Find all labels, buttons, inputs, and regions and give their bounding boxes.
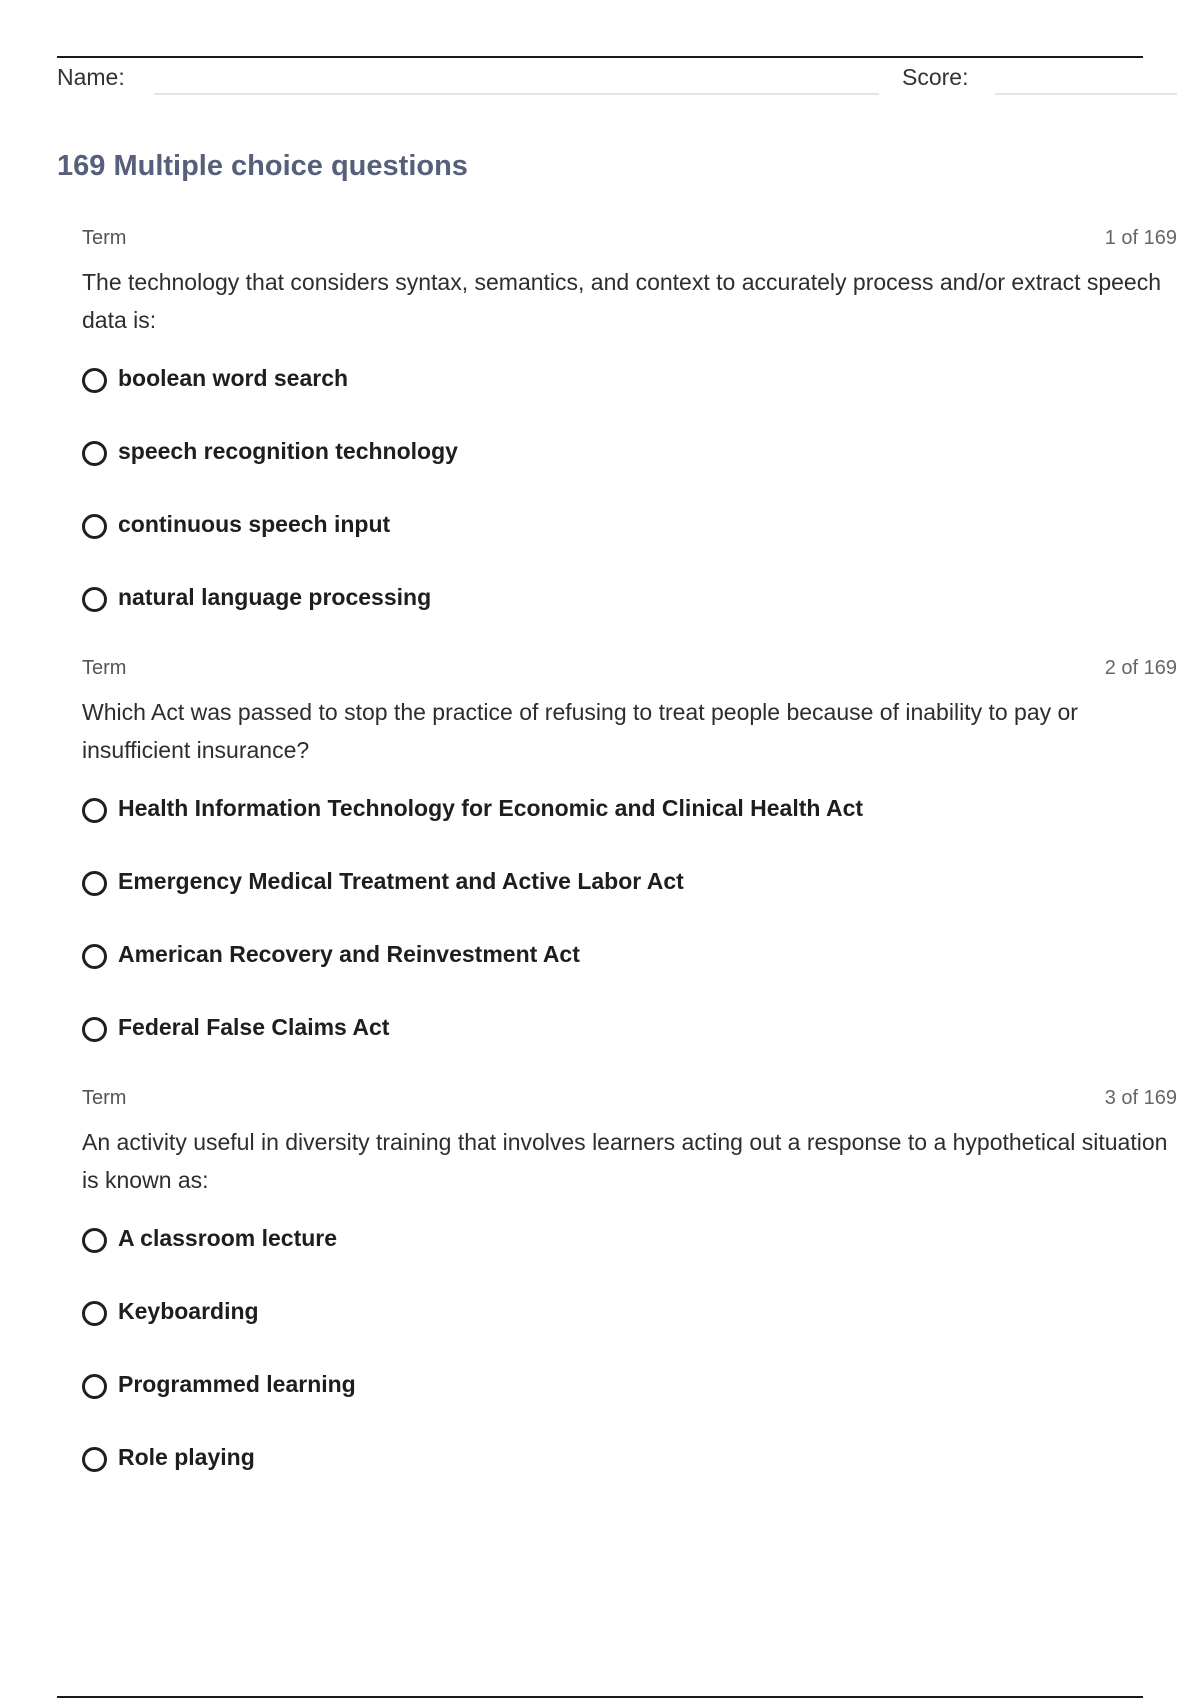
- name-label: Name:: [57, 64, 125, 90]
- radio-button[interactable]: [82, 871, 107, 896]
- answer-option[interactable]: [82, 795, 1177, 868]
- answer-option-label: natural language processing: [118, 584, 432, 610]
- question-type-label: Term: [82, 1087, 127, 1109]
- answer-option-label: Role playing: [118, 1444, 255, 1470]
- radio-button[interactable]: [82, 798, 107, 823]
- answer-option-label: boolean word search: [118, 365, 349, 391]
- question-text: Which Act was passed to stop the practice of refusing to treat people because of inability to pay or insufficient insurance?: [82, 699, 1078, 763]
- answer-options: [82, 1225, 1177, 1517]
- answer-options: [82, 795, 1177, 1087]
- score-field[interactable]: [995, 93, 1177, 95]
- answer-option-label: Emergency Medical Treatment and Active Labor Act: [118, 868, 684, 894]
- answer-option-label: Health Information Technology for Economic and Clinical Health Act: [118, 795, 864, 821]
- radio-button[interactable]: [82, 368, 107, 393]
- question-counter: 1 of 169: [1104, 227, 1177, 249]
- question-text: The technology that considers syntax, semantics, and context to accurately process and/or extract speech data is:: [82, 269, 1162, 333]
- answer-option-label: American Recovery and Reinvestment Act: [118, 941, 580, 967]
- radio-button[interactable]: [82, 441, 107, 466]
- answer-option[interactable]: [82, 1225, 1177, 1298]
- top-divider: [57, 56, 1143, 58]
- radio-button[interactable]: [82, 1017, 107, 1042]
- answer-option[interactable]: [82, 1371, 1177, 1444]
- answer-option[interactable]: [82, 868, 1177, 941]
- radio-button[interactable]: [82, 514, 107, 539]
- question-text: An activity useful in diversity training that involves learners acting out a response to a hypothetical situation is known as:: [82, 1129, 1168, 1193]
- answer-option[interactable]: [82, 1014, 1177, 1087]
- answer-option-label: continuous speech input: [118, 511, 391, 537]
- answer-option[interactable]: [82, 438, 1177, 511]
- radio-button[interactable]: [82, 944, 107, 969]
- question-type-label: Term: [82, 657, 127, 679]
- question-card: [82, 1087, 1177, 1517]
- name-field[interactable]: [154, 93, 879, 95]
- bottom-divider: [57, 1696, 1143, 1698]
- worksheet-header: [57, 62, 1177, 98]
- question-counter: 3 of 169: [1104, 1087, 1177, 1109]
- question-card: [82, 657, 1177, 1087]
- answer-option-label: A classroom lecture: [118, 1225, 338, 1251]
- answer-option-label: Keyboarding: [118, 1298, 259, 1324]
- answer-options: [82, 365, 1177, 657]
- page-title: 169 Multiple choice questions: [57, 150, 468, 182]
- answer-option-label: Federal False Claims Act: [118, 1014, 390, 1040]
- question-counter: 2 of 169: [1104, 657, 1177, 679]
- answer-option-label: Programmed learning: [118, 1371, 356, 1397]
- radio-button[interactable]: [82, 587, 107, 612]
- answer-option[interactable]: [82, 1298, 1177, 1371]
- answer-option[interactable]: [82, 941, 1177, 1014]
- radio-button[interactable]: [82, 1374, 107, 1399]
- radio-button[interactable]: [82, 1228, 107, 1253]
- answer-option[interactable]: [82, 584, 1177, 657]
- score-label: Score:: [902, 64, 969, 90]
- answer-option-label: speech recognition technology: [118, 438, 458, 464]
- answer-option[interactable]: [82, 511, 1177, 584]
- radio-button[interactable]: [82, 1447, 107, 1472]
- answer-option[interactable]: [82, 1444, 1177, 1517]
- question-card: [82, 227, 1177, 657]
- radio-button[interactable]: [82, 1301, 107, 1326]
- question-type-label: Term: [82, 227, 127, 249]
- answer-option[interactable]: [82, 365, 1177, 438]
